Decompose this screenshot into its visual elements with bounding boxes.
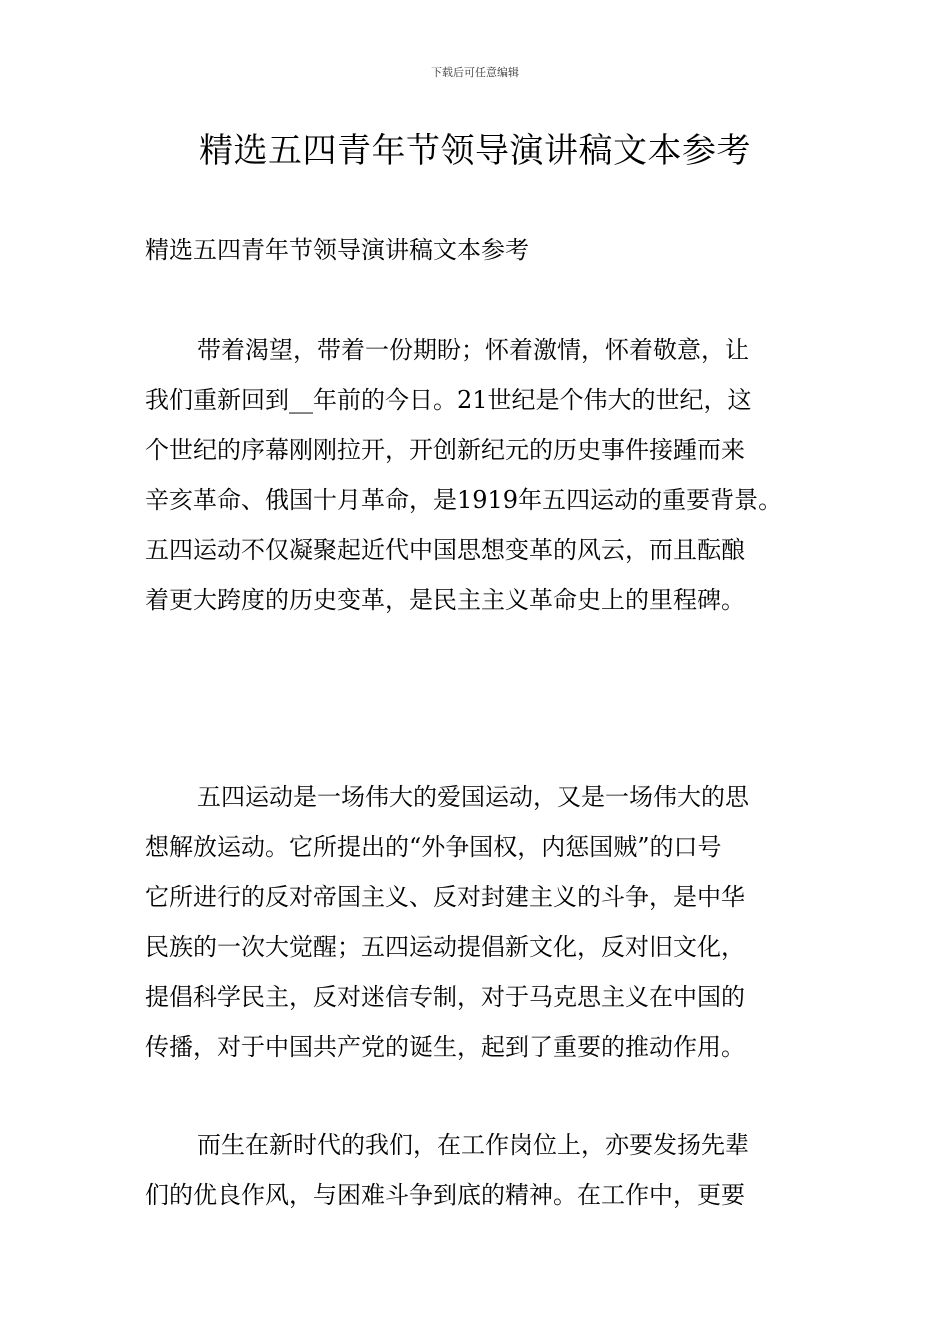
paragraph-line: 民族的一次大觉醒；五四运动提倡新文化，反对旧文化， bbox=[145, 933, 745, 961]
paragraph-line: 辛亥革命、俄国十月革命，是1919年五四运动的重要背景。 bbox=[145, 486, 783, 514]
paragraph-line: 们的优良作风，与困难斗争到底的精神。在工作中，更要 bbox=[145, 1181, 745, 1209]
paragraph-1 bbox=[145, 325, 845, 625]
paragraph-line: 五四运动是一场伟大的爱国运动，又是一场伟大的思 bbox=[197, 783, 749, 811]
paragraph-line: 它所进行的反对帝国主义、反对封建主义的斗争，是中华 bbox=[145, 883, 745, 911]
page-title: 精选五四青年节领导演讲稿文本参考 bbox=[199, 131, 751, 171]
paragraph-line: 提倡科学民主，反对迷信专制，对于马克思主义在中国的 bbox=[145, 983, 745, 1011]
paragraph-line: 传播，对于中国共产党的诞生，起到了重要的推动作用。 bbox=[145, 1033, 745, 1061]
paragraph-3 bbox=[145, 1120, 845, 1220]
header-note: 下载后可任意编辑 bbox=[431, 66, 519, 79]
paragraph-line: 想解放运动。它所提出的“外争国权，内惩国贼”的口号 bbox=[145, 833, 722, 861]
paragraph-line: 带着渴望，带着一份期盼；怀着激情，怀着敬意，让 bbox=[197, 336, 749, 364]
paragraph-line: 我们重新回到__年前的今日。21世纪是个伟大的世纪，这 bbox=[145, 386, 752, 414]
paragraph-line: 个世纪的序幕刚刚拉开，开创新纪元的历史事件接踵而来 bbox=[145, 436, 745, 464]
paragraph-2 bbox=[145, 772, 845, 1072]
paragraph-line: 五四运动不仅凝聚起近代中国思想变革的风云，而且酝酿 bbox=[145, 536, 745, 564]
paragraph-line: 而生在新时代的我们，在工作岗位上，亦要发扬先辈 bbox=[197, 1131, 749, 1159]
document-subtitle: 精选五四青年节领导演讲稿文本参考 bbox=[145, 236, 529, 264]
paragraph-line: 着更大跨度的历史变革，是民主主义革命史上的里程碑。 bbox=[145, 586, 745, 614]
